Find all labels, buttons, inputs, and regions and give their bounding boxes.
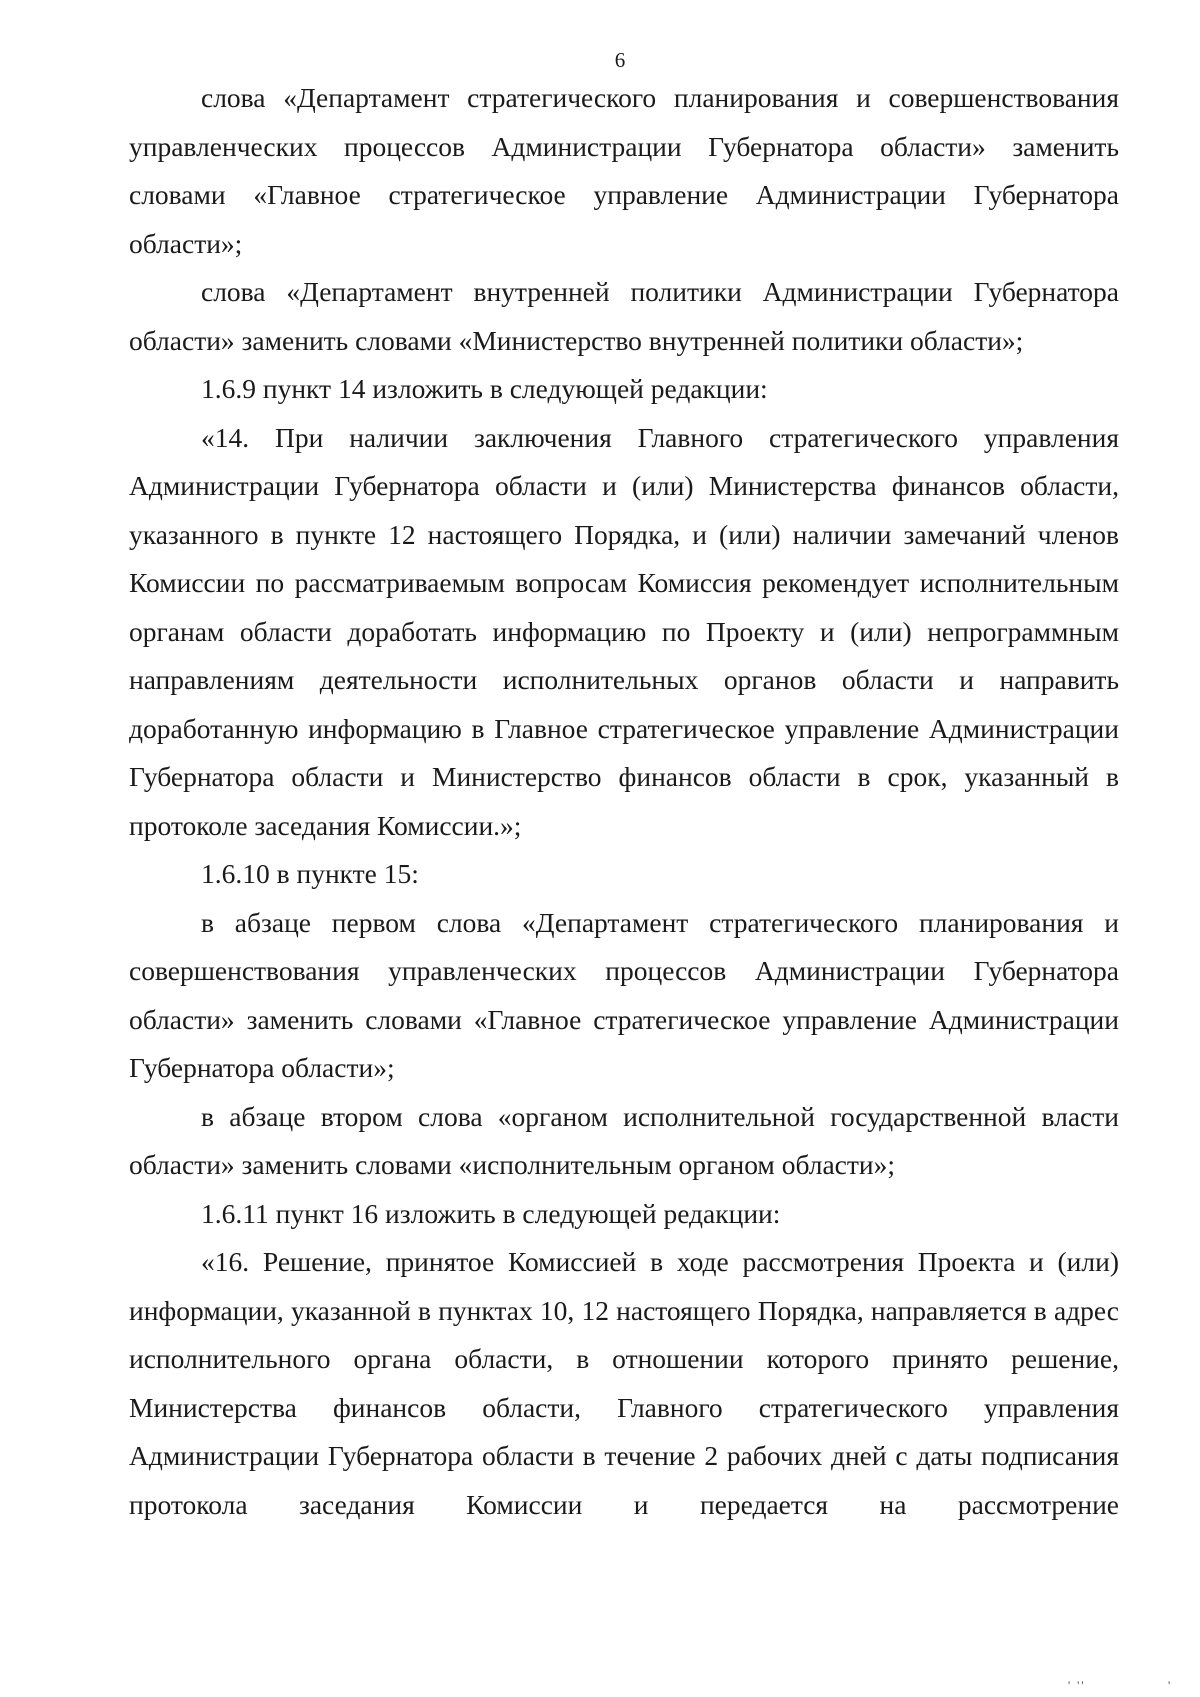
scan-edge-mark: ' <box>1168 1678 1173 1692</box>
paragraph: слова «Департамент внутренней политики Администрации Губернатора области» заменить словами «Министерство внутренней политики области»; <box>129 276 1119 356</box>
paragraph last-paragraph: «16. Решение, принятое Комиссией в ходе рассмотрения Проекта и (или) информации, указанной в пунктах 10, 12 настоящего Порядка, направляется в адрес исполнительного органа области, в отношении которого принято решение, Министерства финансов области, Главного стратегического управления Администрации Губернатора области в течение 2 рабочих дней с даты подписания протокола заседания Комиссии и передается на рассмотрение <box>129 1246 1119 1520</box>
document-body <box>129 74 1119 1529</box>
paragraph: 1.6.10 в пункте 15: <box>201 858 419 889</box>
paragraph: 1.6.9 пункт 14 изложить в следующей редакции: <box>201 373 768 404</box>
page-number: 6 <box>614 48 626 72</box>
paragraph: в абзаце втором слова «органом исполнительной государственной власти области» заменить словами «исполнительным органом области»; <box>129 1100 1119 1180</box>
paragraph: слова «Департамент стратегического планирования и совершенствования управленческих процессов Администрации Губернатора области» заменить словами «Главное стратегическое управление Администрации Губернатора области»; <box>129 82 1119 259</box>
scan-edge-mark: ' '' <box>1068 1678 1086 1692</box>
paragraph: в абзаце первом слова «Департамент стратегического планирования и совершенствования управленческих процессов Администрации Губернатора области» заменить словами «Главное стратегическое управление Администрации Губернатора области»; <box>129 906 1119 1083</box>
paragraph: «14. При наличии заключения Главного стратегического управления Администрации Губернатора области и (или) Министерства финансов области, указанного в пункте 12 настоящего Порядка, и (или) наличии замечаний членов Комиссии по рассматриваемым вопросам Комиссия рекомендует исполнительным органам области доработать информацию по Проекту и (или) непрограммным направлениям деятельности исполнительных органов области и направить доработанную информацию в Главное стратегическое управление Администрации Губернатора области и Министерство финансов области в срок, указанный в протоколе заседания Комиссии.»; <box>129 421 1119 841</box>
paragraph: 1.6.11 пункт 16 изложить в следующей редакции: <box>201 1197 781 1229</box>
